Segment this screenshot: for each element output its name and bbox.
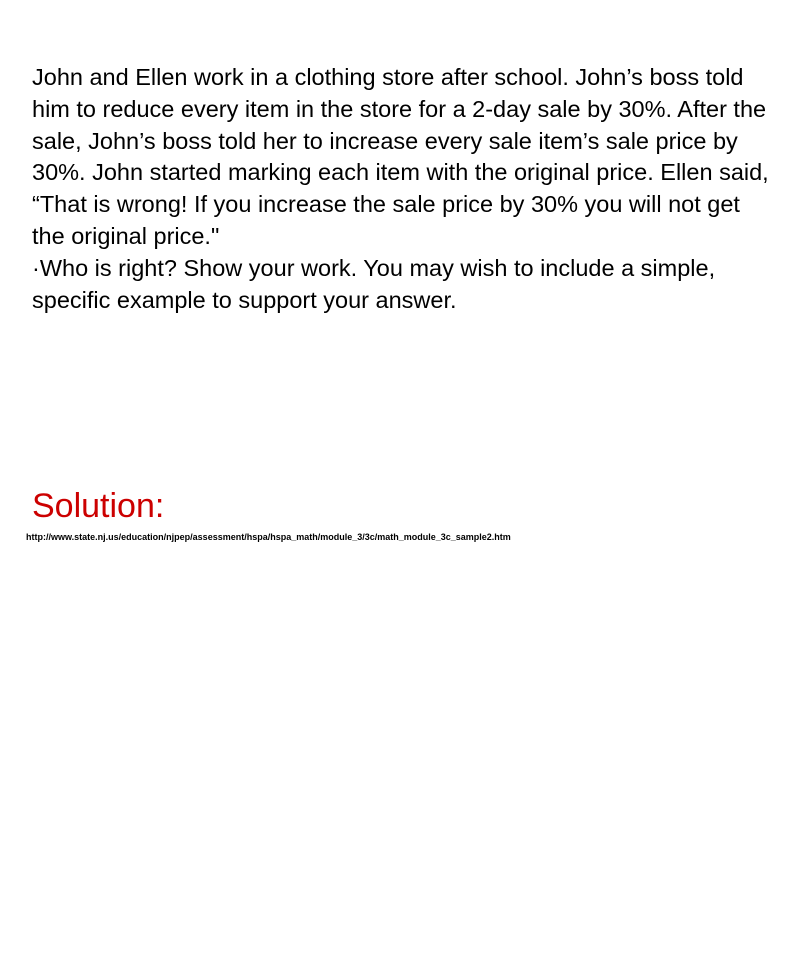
problem-question: ·Who is right? Show your work. You may wish to include a simple, specific example to support your answer. [32,254,716,313]
source-url: http://www.state.nj.us/education/njpep/assessment/hspa/hspa_math/module_3/3c/math_module_3c_sample2.htm [26,532,511,542]
problem-text [32,62,772,316]
solution-heading: Solution: [32,487,165,525]
problem-paragraph: John and Ellen work in a clothing store after school. John’s boss told him to reduce every item in the store for a 2-day sale by 30%. After the sale, John’s boss told her to increase every sale item’s sale price by 30%. John started marking each item with the original price. Ellen said, “That is wrong! If you increase the sale price by 30% you will not get the original price." [32,64,769,249]
